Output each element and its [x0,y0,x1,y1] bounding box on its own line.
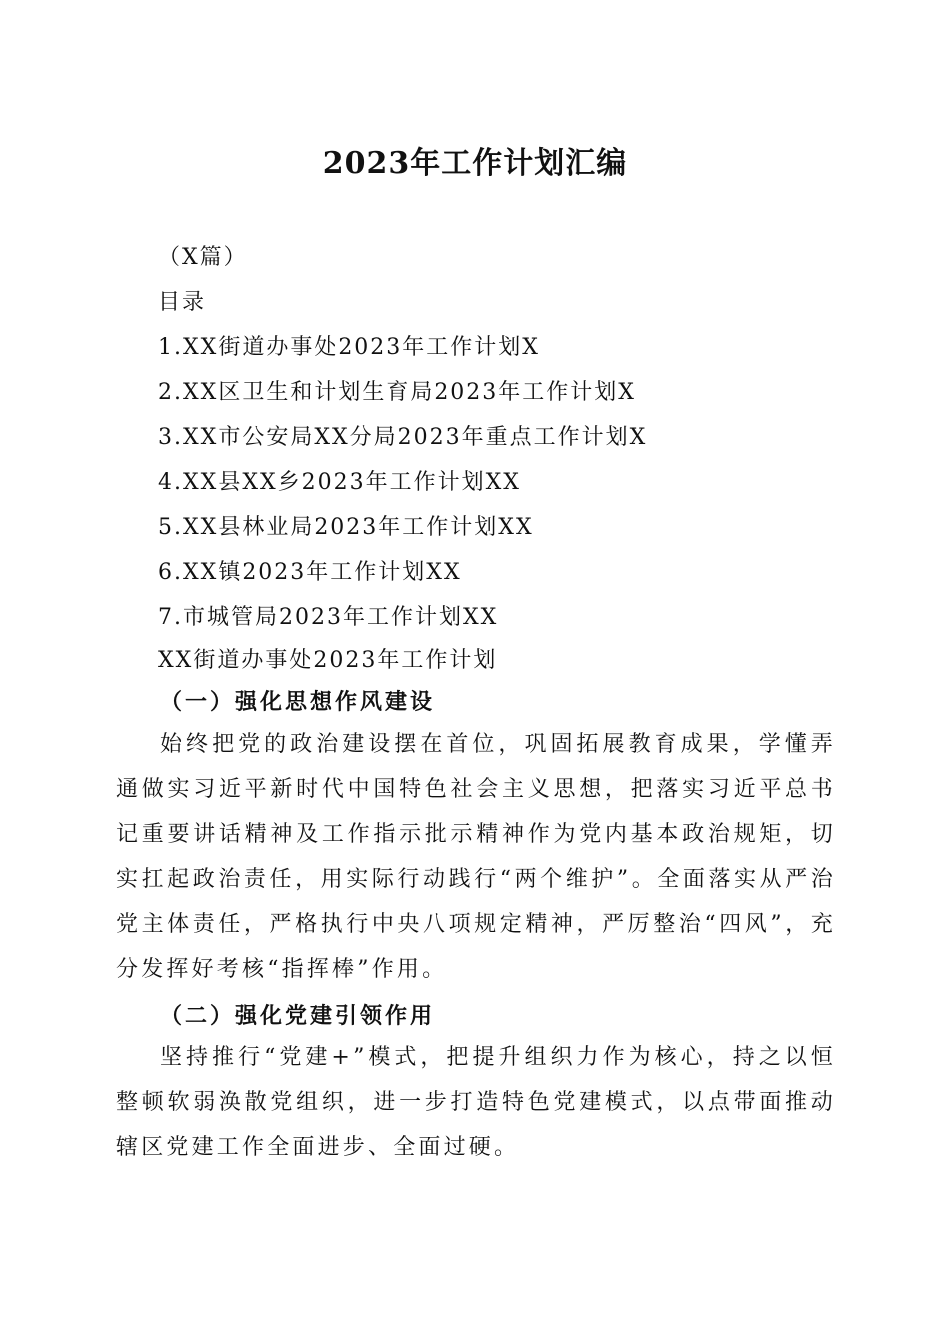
toc-item[interactable]: 7.市城管局2023年工作计划XX [158,605,499,630]
section-body: 始终把党的政治建设摆在首位，巩固拓展教育成果，学懂弄通做实习近平新时代中国特色社会主义思想，把落实习近平总书记重要讲话精神及工作指示批示精神作为党内基本政治规矩，切实扛起政治责任，用实际行动践行“两个维护”。全面落实从严治党主体责任，严格执行中央八项规定精神，严厉整治“四风”，充分发挥好考核“指挥棒”作用。 [116,732,836,982]
document-title: 2023年工作计划汇编 [322,146,628,181]
section-heading: （一）强化思想作风建设 [160,689,436,715]
toc-item[interactable]: 3.XX市公安局XX分局2023年重点工作计划X [158,425,648,450]
article-count-note: （X篇） [158,245,248,270]
toc-item[interactable]: 5.XX县林业局2023年工作计划XX [158,515,534,540]
section-heading: （二）强化党建引领作用 [160,1003,436,1029]
section-body: 坚持推行“党建+”模式，把提升组织力作为核心，持之以恒整顿软弱涣散党组织，进一步打造特色党建模式，以点带面推动辖区党建工作全面进步、全面过硬。 [116,1045,836,1160]
toc-item[interactable]: 6.XX镇2023年工作计划XX [158,560,462,585]
toc-item[interactable]: 1.XX街道办事处2023年工作计划X [158,335,540,360]
toc-item[interactable]: 4.XX县XX乡2023年工作计划XX [158,470,521,495]
toc-heading: 目录 [158,290,207,315]
toc-item[interactable]: 2.XX区卫生和计划生育局2023年工作计划X [158,380,636,405]
section-title: XX街道办事处2023年工作计划 [158,648,498,673]
